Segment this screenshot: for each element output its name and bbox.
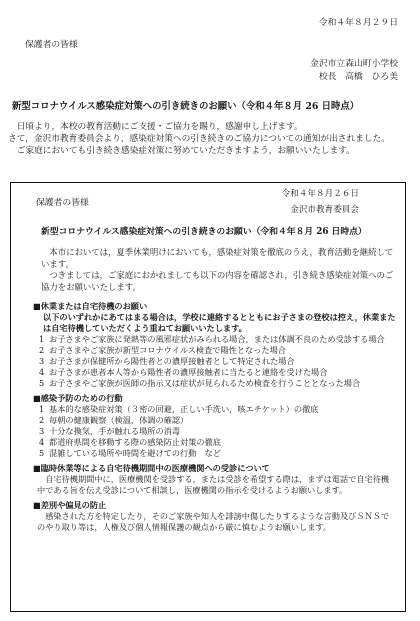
letter-title: 新型コロナウイルス感染症対策への引き続きのお願い（令和４年８月 26 日時点）: [12, 101, 360, 112]
section-lead: 以下のいずれかにあてはまる場合は，学校に連絡するとともにお子さまの登校は控え，休業または自宅待機していただくよう重ねてお願いいたします。: [43, 311, 396, 333]
section-medical: [33, 463, 397, 496]
notice-date: 令和４年８月２６日: [281, 189, 359, 199]
list-item: 5 お子さまやご家族が医師の指示又は症状が見られるため検査を行うこととなった場合: [39, 377, 361, 388]
letter-body: [8, 121, 412, 157]
notice-intro: [41, 247, 397, 293]
notice-intro-paragraph: つきましては，ご家庭におかれましても以下の内容を確認され，引き続き感染症対策へのご協力をお願いいたします。: [41, 270, 394, 292]
notice-sender: 金沢市教育委員会: [290, 205, 359, 215]
letter-paragraph: ご家庭においても引き続き感染症対策に努めていただきますよう，お願いいたします。: [16, 146, 355, 156]
letter-date: 令和４年８月２９日: [318, 18, 398, 28]
section-body: 自宅待機期間中に，医療機関を受診する，または受診を希望する際は，まずは電話で自宅待機中である旨を伝え受診について相談し，医療機関の指示を受けるようお願いします。: [37, 473, 390, 495]
letter-paragraph: さて，金沢市教育委員会より，感染症対策への引き続きのご協力についての通知が出されました。: [8, 134, 390, 144]
list-item: 1 基本的な感染症対策（３密の回避，正しい手洗い，咳エチケット）の徹底: [39, 403, 319, 414]
list-item: 3 お子さまが保健所から陽性者との濃厚接触者として特定された場合: [39, 355, 295, 366]
section-list: [33, 334, 397, 389]
list-item: 2 お子さまやご家族が新型コロナウイルス検査で陽性となった場合: [39, 344, 286, 355]
list-item: 4 都道府県間を移動する際の感染防止対策の徹底: [39, 436, 221, 447]
notice-title: 新型コロナウイルス感染症対策への引き続きのお願い（令和４年８月 26 日時点）: [41, 227, 367, 237]
notice-box: [10, 182, 406, 612]
letter-paragraph: 日頃より，本校の教育活動にご支援・ご協力を賜り，感謝申し上げます。: [16, 122, 303, 132]
section-body: 感染された方を特定したり，そのご家族や知人を誹謗中傷したりするような言動及びＳＮＳでのやり取り等は，人権及び個人情報保護の観点から厳に慎むようお願いします。: [37, 510, 390, 532]
section-heading: ■休業または自宅待機のお願い: [33, 301, 148, 311]
letter-sender: [310, 58, 398, 84]
section-heading: ■差別や偏見の防止: [33, 499, 107, 510]
section-stay-home: [33, 301, 397, 389]
section-heading: ■感染予防のための行動: [33, 392, 123, 403]
section-discrimination: [33, 500, 397, 533]
notice-addressee: 保護者の皆様: [36, 198, 89, 208]
list-item: 4 お子さまが患者本人等から陽性者の濃厚接触者に当たると連絡を受けた場合: [39, 366, 328, 377]
sender-org: 金沢市立森山町小学校: [310, 59, 398, 69]
list-item: 3 十分な換気，手が触れる場所の消毒: [39, 425, 181, 436]
section-list: [33, 404, 397, 459]
section-heading: ■臨時休業等による自宅待機期間中の医療機関への受診について: [33, 462, 270, 473]
list-item: 2 毎朝の健康観察（検温，体調の確認）: [39, 414, 189, 425]
notice-sections: [33, 301, 397, 537]
letter-addressee: 保護者の皆様: [25, 40, 78, 50]
sender-name: 校長 高橋 ひろ美: [318, 71, 398, 82]
list-item: 5 混雑している場所や時間を避けての行動 など: [39, 447, 221, 458]
list-item: 1 お子さまやご家族に発熱等の風邪症状がみられる場合，または体調不良のため受診する場合: [39, 333, 385, 344]
section-prevention: [33, 393, 397, 459]
notice-intro-paragraph: 本市においては，夏季休業明けにおいても，感染症対策を徹底のうえ，教育活動を継続しています。: [41, 247, 394, 269]
